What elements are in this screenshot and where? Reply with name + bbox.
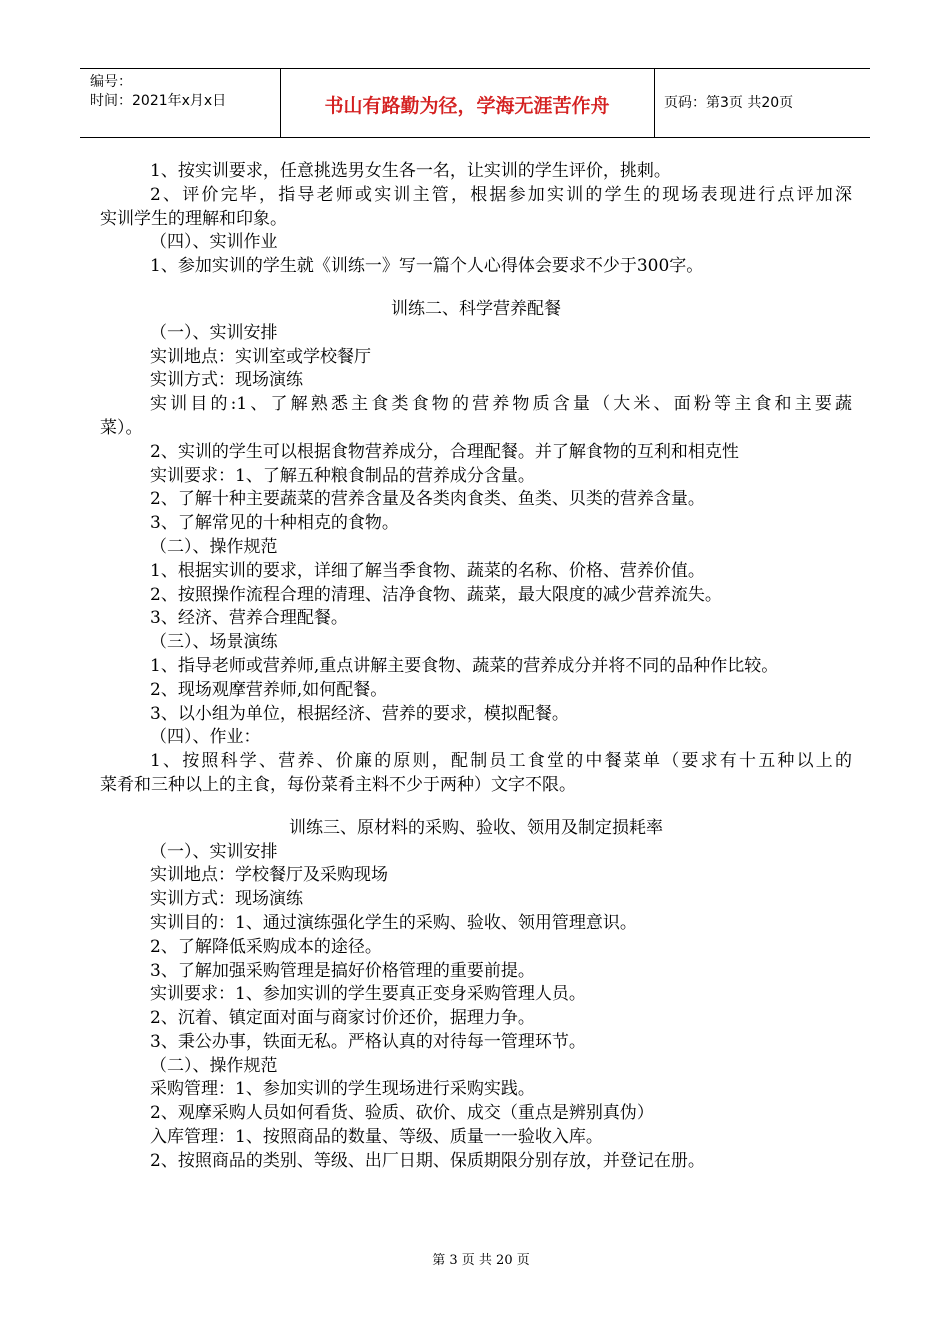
paragraph-line: 菜肴和三种以上的主食，每份菜肴主料不少于两种）文字不限。 — [100, 774, 576, 795]
page-footer — [0, 1249, 950, 1268]
training-title: 训练二、科学营养配餐 — [391, 298, 561, 319]
footer-page-number: 第 3 页 共 20 页 — [432, 1253, 530, 1268]
paragraph-line: 3、经济、营养合理配餐。 — [150, 608, 348, 629]
motto: 书山有路勤为径，学海无涯苦作舟 — [324, 95, 610, 117]
paragraph-line: 实训方式：现场演练 — [150, 889, 303, 910]
paragraph-line: 2、实训的学生可以根据食物营养成分，合理配餐。并了解食物的互利和相克性 — [150, 441, 739, 462]
paragraph-line: 3、以小组为单位，根据经济、营养的要求，模拟配餐。 — [150, 703, 569, 724]
paragraph-line: 入库管理：1、按照商品的数量、等级、质量一一验收入库。 — [150, 1127, 603, 1148]
paragraph-line: 2、观摩采购人员如何看货、验质、砍价、成交（重点是辨别真伪） — [150, 1103, 654, 1124]
paragraph-line: 2、按照商品的类别、等级、出厂日期、保质期限分别存放，并登记在册。 — [150, 1150, 705, 1171]
section-heading: （四）、实训作业 — [150, 232, 278, 253]
header-info-cell — [80, 69, 281, 137]
section-heading: （二）、操作规范 — [150, 1055, 278, 1076]
training-title: 训练三、原材料的采购、验收、领用及制定损耗率 — [289, 817, 663, 838]
paragraph-line: 3、了解加强采购管理是搞好价格管理的重要前提。 — [150, 960, 535, 981]
paragraph-line: 2、了解降低采购成本的途径。 — [150, 936, 382, 957]
header-page-cell — [654, 69, 870, 137]
paragraph-line: 2、沉着、镇定面对面与商家讨价还价，据理力争。 — [150, 1008, 535, 1029]
paragraph-line: 实训地点：实训室或学校餐厅 — [150, 346, 371, 367]
paragraph-line: 实训方式：现场演练 — [150, 370, 303, 391]
page-code: 页码：第3页 共20页 — [664, 95, 794, 111]
number-label: 编号： — [90, 74, 132, 90]
section-heading: （二）、操作规范 — [150, 536, 278, 557]
paragraph-line: 实训地点：学校餐厅及采购现场 — [150, 865, 388, 886]
time-label: 时间：2021年x月x日 — [90, 93, 227, 109]
page-header — [80, 68, 870, 138]
paragraph-line: 2、了解十种主要蔬菜的营养含量及各类肉食类、鱼类、贝类的营养含量。 — [150, 489, 705, 510]
paragraph-line: 1、参加实训的学生就《训练一》写一篇个人心得体会要求不少于300字。 — [150, 256, 704, 277]
document-body — [100, 160, 852, 1174]
paragraph-line: 实训学生的理解和印象。 — [100, 208, 287, 229]
paragraph-line: 实训要求：1、了解五种粮食制品的营养成分含量。 — [150, 465, 535, 486]
paragraph-line: 实训目的:1、了解熟悉主食类食物的营养物质含量（大米、面粉等主食和主要蔬 — [150, 394, 852, 415]
paragraph-line: 1、按照科学、营养、价廉的原则，配制员工食堂的中餐菜单（要求有十五种以上的 — [150, 751, 852, 772]
paragraph-line: 3、秉公办事，铁面无私。严格认真的对待每一管理环节。 — [150, 1031, 586, 1052]
section-heading: （三）、场景演练 — [150, 632, 278, 653]
paragraph-line: 2、按照操作流程合理的清理、洁净食物、蔬菜，最大限度的减少营养流失。 — [150, 584, 722, 605]
section-heading: （四）、作业： — [150, 727, 261, 748]
paragraph-line: 2、现场观摩营养师,如何配餐。 — [150, 679, 388, 700]
paragraph-line: 1、指导老师或营养师,重点讲解主要食物、蔬菜的营养成分并将不同的品种作比较。 — [150, 655, 779, 676]
paragraph-line: 实训要求：1、参加实训的学生要真正变身采购管理人员。 — [150, 984, 586, 1005]
paragraph-line: 采购管理：1、参加实训的学生现场进行采购实践。 — [150, 1079, 535, 1100]
paragraph-line: 实训目的：1、通过演练强化学生的采购、验收、领用管理意识。 — [150, 912, 637, 933]
paragraph-line: 2、评价完毕，指导老师或实训主管，根据参加实训的学生的现场表现进行点评加深 — [150, 184, 852, 205]
section-heading: （一）、实训安排 — [150, 322, 278, 343]
paragraph-line: 1、根据实训的要求，详细了解当季食物、蔬菜的名称、价格、营养价值。 — [150, 560, 705, 581]
paragraph-line: 1、按实训要求，任意挑选男女生各一名，让实训的学生评价，挑刺。 — [150, 161, 671, 181]
header-motto-cell — [280, 69, 655, 137]
paragraph-line: 3、了解常见的十种相克的食物。 — [150, 513, 399, 534]
section-heading: （一）、实训安排 — [150, 841, 278, 862]
paragraph-line: 菜）。 — [100, 417, 143, 438]
